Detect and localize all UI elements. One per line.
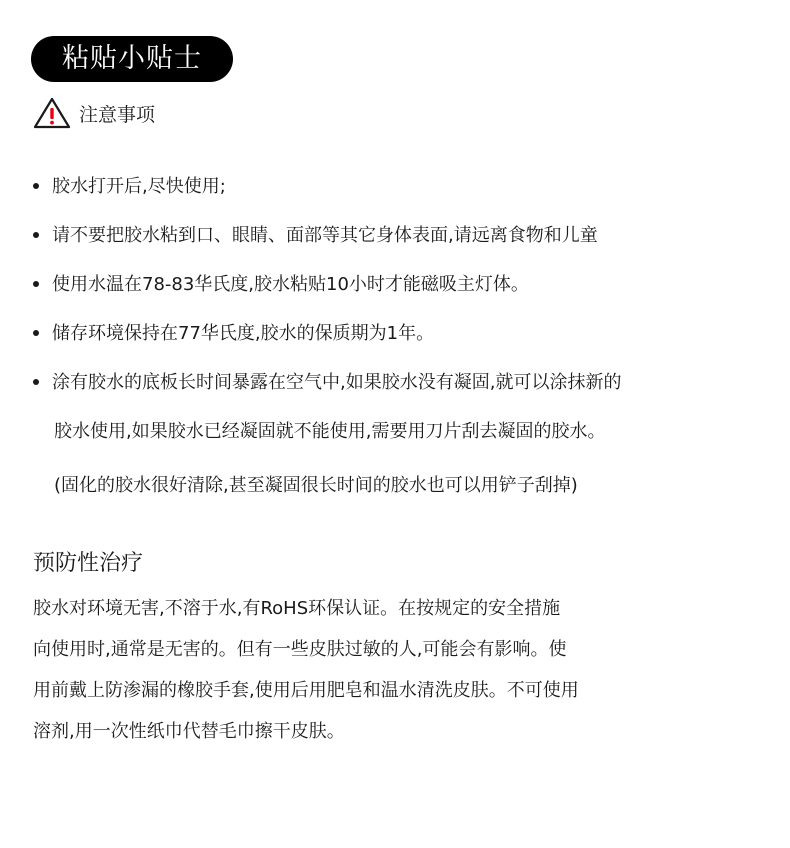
caution-text: 胶水打开后,尽快使用; xyxy=(52,176,226,197)
caution-item xyxy=(30,162,770,211)
caution-text: 储存环境保持在77华氏度,胶水的保质期为1年。 xyxy=(52,323,435,344)
caution-text: 使用水温在78-83华氏度,胶水粘贴10小时才能磁吸主灯体。 xyxy=(52,274,529,295)
notice-label: 注意事项 xyxy=(79,103,156,126)
caution-text-continued: 胶水使用,如果胶水已经凝固就不能使用,需要用刀片刮去凝固的胶水。 xyxy=(54,421,606,442)
caution-text: 请不要把胶水粘到口、眼睛、面部等其它身体表面,请远离食物和儿童 xyxy=(52,225,598,246)
prevention-heading: 预防性治疗 xyxy=(33,551,144,576)
bullet-dot xyxy=(33,281,39,287)
caution-item xyxy=(30,211,770,260)
caution-list xyxy=(30,162,770,510)
prevention-line: 溶剂,用一次性纸巾代替毛巾擦干皮肤。 xyxy=(33,721,345,742)
warning-icon xyxy=(33,97,71,129)
notice-header xyxy=(33,96,155,130)
caution-note: (固化的胶水很好清除,甚至凝固很长时间的胶水也可以用铲子刮掉) xyxy=(54,475,578,496)
caution-item xyxy=(30,358,770,407)
bullet-dot xyxy=(33,183,39,189)
prevention-line: 用前戴上防渗漏的橡胶手套,使用后用肥皂和温水清洗皮肤。不可使用 xyxy=(33,680,579,701)
caution-item xyxy=(30,309,770,358)
bullet-dot xyxy=(33,379,39,385)
prevention-paragraph xyxy=(33,588,763,752)
caution-text: 涂有胶水的底板长时间暴露在空气中,如果胶水没有凝固,就可以涂抹新的 xyxy=(52,372,622,393)
bullet-dot xyxy=(33,232,39,238)
caution-item xyxy=(30,260,770,309)
bullet-dot xyxy=(33,330,39,336)
prevention-line: 胶水对环境无害,不溶于水,有RoHS环保认证。在按规定的安全措施 xyxy=(33,598,561,619)
prevention-line: 向使用时,通常是无害的。但有一些皮肤过敏的人,可能会有影响。使 xyxy=(33,639,567,660)
page-title: 粘贴小贴士 xyxy=(31,36,233,82)
